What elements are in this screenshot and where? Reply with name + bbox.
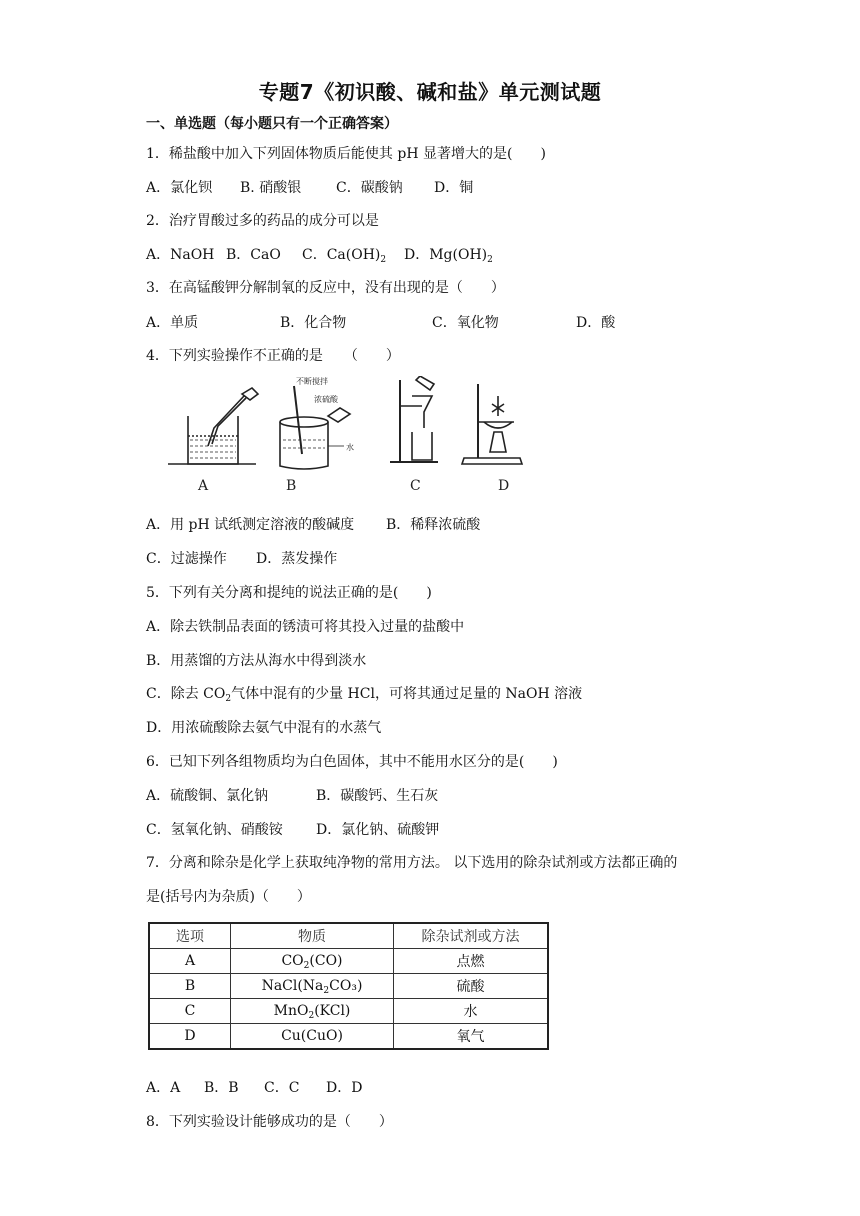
- option-b: B．CaO: [226, 247, 281, 263]
- figure-c-filtration: [390, 376, 438, 462]
- option-c: C．$Ca(OH)_2$: [302, 247, 387, 265]
- table-cell-method: 点燃: [394, 949, 549, 974]
- option-b: B．B: [204, 1080, 239, 1096]
- option-a: A．除去铁制品表面的锈渍可将其投入过量的盐酸中: [146, 619, 465, 635]
- option-a: A．用 pH 试纸测定溶液的酸碱度: [146, 517, 355, 533]
- question-4-options-ab: [146, 514, 480, 534]
- question-6-stem: 6．已知下列各组物质均为白色固体，其中不能用水区分的是( ): [146, 754, 558, 770]
- option-b: B. 硝酸银: [240, 180, 302, 196]
- option-c: C．C: [264, 1080, 300, 1096]
- option-b: B．化合物: [280, 315, 347, 331]
- figure-caption-b: B: [286, 478, 297, 494]
- table-cell-substance: $CO_2(CO)$: [231, 949, 394, 974]
- option-d: D．氯化钠、硫酸钾: [316, 822, 440, 838]
- table-header: 物质: [231, 923, 394, 949]
- section-heading: 一、单选题（每小题只有一个正确答案）: [146, 116, 398, 132]
- table-cell-option: C: [149, 999, 231, 1024]
- question-5-stem: 5．下列有关分离和提纯的说法正确的是( ): [146, 585, 432, 601]
- table-cell-method: 水: [394, 999, 549, 1024]
- question-7-stem-line-1: 7．分离和除杂是化学上获取纯净物的常用方法。 以下选用的除杂试剂或方法都正确的: [146, 855, 678, 871]
- question-2-options: [146, 244, 493, 264]
- option-d: D．酸: [576, 315, 616, 331]
- table-row: [149, 999, 548, 1024]
- figure-label-acid: 浓硫酸: [314, 395, 338, 404]
- question-4-options-cd: [146, 548, 337, 568]
- option-c: C．碳酸钠: [336, 180, 403, 196]
- question-4-stem: 4．下列实验操作不正确的是 （ ）: [146, 348, 400, 364]
- question-1-options: [146, 177, 473, 197]
- table-cell-option: B: [149, 974, 231, 999]
- option-c: C．过滤操作: [146, 551, 227, 567]
- table-row: [149, 1024, 548, 1050]
- table-cell-substance: MnO$_2$(KCl): [231, 999, 394, 1024]
- purification-table: [148, 922, 549, 1050]
- option-d: D．用浓硫酸除去氨气中混有的水蒸气: [146, 720, 382, 736]
- option-d: D．铜: [434, 180, 474, 196]
- option-a: A．硫酸铜、氯化钠: [146, 788, 269, 804]
- question-6-options-ab: [146, 785, 438, 805]
- question-8-stem: 8．下列实验设计能够成功的是（ ）: [146, 1114, 393, 1130]
- table-cell-substance: Cu(CuO): [231, 1024, 394, 1050]
- option-b: B．碳酸钙、生石灰: [316, 788, 439, 804]
- figure-caption-d: D: [498, 478, 510, 494]
- option-d: D．D: [326, 1080, 363, 1096]
- table-row: [149, 974, 548, 999]
- table-cell-substance: $NaCl(Na_2CO_3)$: [231, 974, 394, 999]
- question-7-options: [146, 1077, 362, 1097]
- option-d: D．$Mg(OH)_2$: [404, 247, 493, 265]
- page-title: 专题7《初识酸、碱和盐》单元测试题: [258, 80, 602, 104]
- figure-label-stirring: 不断搅拌: [296, 377, 328, 386]
- table-cell-method: 硫酸: [394, 974, 549, 999]
- question-1-stem: 1．稀盐酸中加入下列固体物质后能使其 pH 显著增大的是( ): [146, 146, 546, 162]
- table-header: 选项: [149, 923, 231, 949]
- table-row: [149, 949, 548, 974]
- option-b: B．用蒸馏的方法从海水中得到淡水: [146, 653, 367, 669]
- option-a: A．NaOH: [146, 247, 215, 263]
- table-header: 除杂试剂或方法: [394, 923, 549, 949]
- question-3-options: [146, 312, 615, 332]
- lab-apparatus-figure: [168, 376, 528, 500]
- table-cell-option: A: [149, 949, 231, 974]
- figure-d-evaporation: [462, 384, 522, 464]
- question-7-stem-line-2: 是(括号内为杂质)（ ）: [146, 889, 311, 905]
- option-a: A．A: [146, 1080, 181, 1096]
- figure-caption-c: C: [410, 478, 421, 494]
- option-c: C．氧化物: [432, 315, 499, 331]
- option-a: A．单质: [146, 315, 199, 331]
- question-6-options-cd: [146, 819, 439, 839]
- table-cell-method: 氧气: [394, 1024, 549, 1050]
- option-d: D．蒸发操作: [256, 551, 338, 567]
- table-cell-option: D: [149, 1024, 231, 1050]
- figure-label-water: 水: [346, 443, 354, 452]
- option-a: A．氯化钡: [146, 180, 213, 196]
- figure-b-dilution: [280, 376, 354, 469]
- option-c: C．除去 $CO_2$气体中混有的少量 HCl，可将其通过足量的 NaOH 溶液: [146, 686, 583, 704]
- table-header-row: [149, 923, 548, 949]
- figure-caption-a: A: [198, 478, 209, 494]
- option-b: B．稀释浓硫酸: [386, 517, 481, 533]
- question-3-stem: 3．在高锰酸钾分解制氧的反应中，没有出现的是（ ）: [146, 280, 505, 296]
- question-2-stem: 2．治疗胃酸过多的药品的成分可以是: [146, 213, 379, 229]
- option-c: C．氢氧化钠、硝酸铵: [146, 822, 283, 838]
- figure-a-ph-test: [168, 388, 258, 464]
